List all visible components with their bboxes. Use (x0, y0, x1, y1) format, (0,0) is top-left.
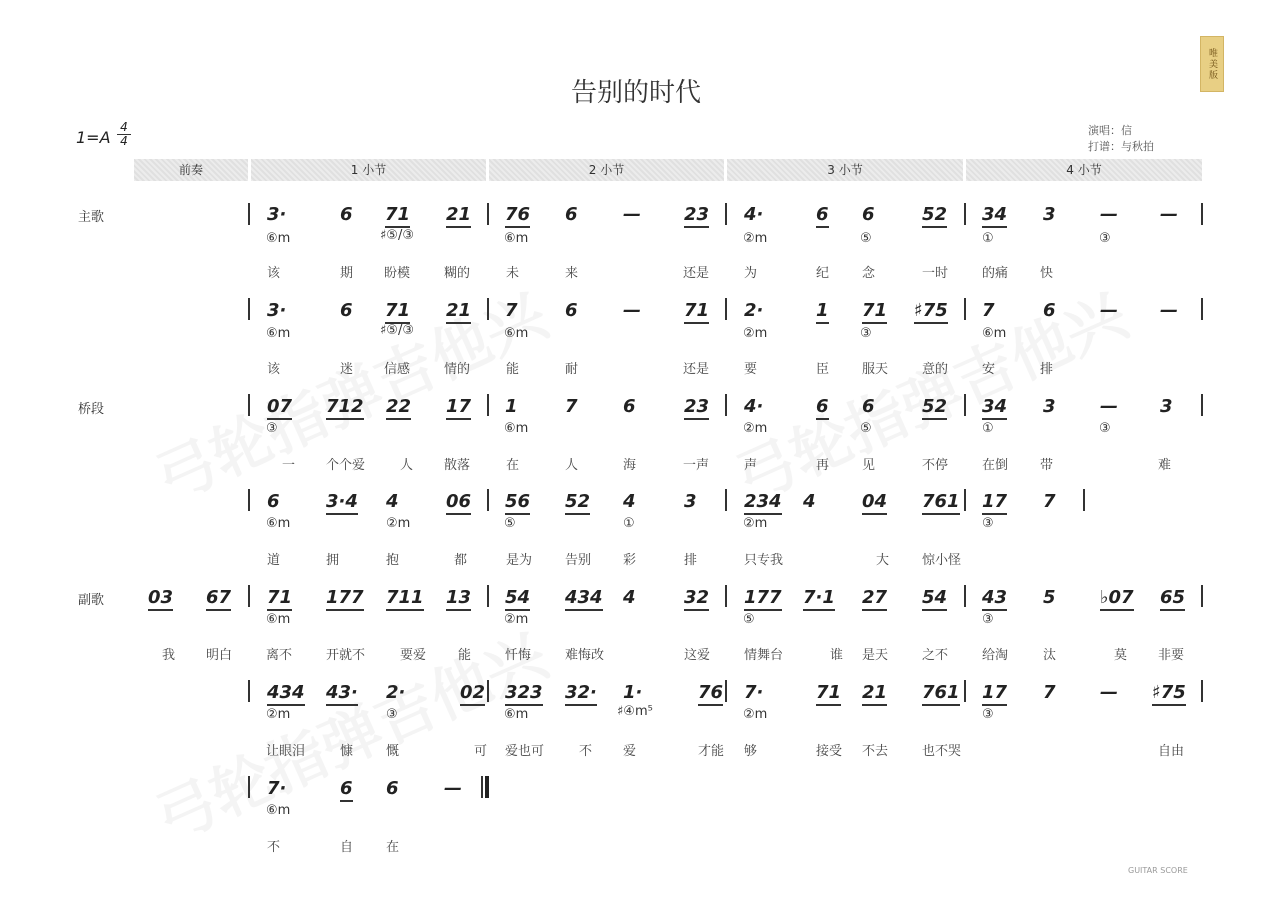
note: 177 (744, 587, 782, 611)
barline (725, 489, 727, 511)
note: 1 (505, 396, 518, 417)
note: 21 (446, 204, 471, 228)
chord: ♯④m⁵ (617, 704, 653, 719)
barline (487, 680, 489, 702)
barline (964, 585, 966, 607)
chord: ⑥m (266, 326, 291, 341)
lyric: 难 (1158, 458, 1172, 473)
lyric: 期 (340, 266, 354, 281)
note: 1 (816, 300, 829, 324)
lyric: 散落 (444, 458, 471, 473)
lyric: 海 (623, 458, 637, 473)
chord: ②m (743, 421, 768, 436)
note: 43· (326, 682, 358, 706)
note: 6 (565, 300, 578, 321)
barline (487, 394, 489, 416)
lyric: 排 (684, 553, 698, 568)
lyric: 给淘 (982, 648, 1009, 663)
barline (725, 585, 727, 607)
lyric: 耐 (565, 362, 579, 377)
chord: ③ (266, 421, 278, 436)
note: 7 (565, 396, 578, 417)
note: 761 (922, 682, 960, 706)
note: 76 (505, 204, 530, 228)
lyric: 排 (1040, 362, 1054, 377)
chord: ②m (743, 516, 768, 531)
chord: ⑥m (504, 707, 529, 722)
final-barline (485, 776, 489, 798)
note: 04 (862, 491, 887, 515)
note: 434 (267, 682, 305, 706)
note: 2· (386, 682, 406, 703)
note: 23 (684, 204, 709, 228)
note: 2· (744, 300, 764, 321)
barline (487, 489, 489, 511)
chord: ⑤ (860, 421, 872, 436)
note: 177 (326, 587, 364, 611)
note: 71 (862, 300, 887, 324)
barline (1201, 394, 1203, 416)
lyric: 够 (744, 744, 758, 759)
note: 54 (922, 587, 947, 611)
note: 6 (1043, 300, 1056, 321)
chord: ♯⑤/③ (380, 323, 414, 338)
chord: ⑥m (266, 803, 291, 818)
barline (1083, 489, 1085, 511)
lyric: 来 (565, 266, 579, 281)
section-verse: 主歌 (78, 210, 105, 225)
note: 27 (862, 587, 887, 611)
barline (1201, 585, 1203, 607)
note: — (1100, 682, 1118, 703)
lyric: 不 (579, 744, 593, 759)
lyric: 接受 (816, 744, 843, 759)
note: 7 (505, 300, 518, 321)
lyric: 还是 (683, 362, 710, 377)
arranger-credit: 打谱：与秋拍 (1088, 140, 1154, 153)
chord: ③ (1099, 421, 1111, 436)
note: 22 (386, 396, 411, 420)
lyric: 情的 (444, 362, 471, 377)
note: 7 (1043, 491, 1056, 512)
barline (964, 394, 966, 416)
barline (248, 585, 250, 607)
note: 4 (623, 587, 636, 608)
chord: ③ (982, 516, 994, 531)
barline (248, 203, 250, 225)
note: 7 (1043, 682, 1056, 703)
note: 6 (386, 778, 399, 799)
barline (487, 298, 489, 320)
lyric: 拥 (326, 553, 340, 568)
note: 32· (565, 682, 597, 706)
chord: ③ (982, 612, 994, 627)
header-bar-4: 4 小节 (966, 159, 1202, 181)
note: 71 (385, 300, 410, 324)
barline (248, 394, 250, 416)
lyric: 汰 (1043, 648, 1057, 663)
note: 6 (340, 778, 353, 802)
note: 4 (386, 491, 399, 512)
time-signature (117, 121, 131, 148)
chord: ⑥m (504, 231, 529, 246)
note: 21 (862, 682, 887, 706)
lyric: 再 (816, 458, 830, 473)
lyric: 也不哭 (922, 744, 962, 759)
lyric: 慨 (386, 744, 400, 759)
note: 6 (862, 204, 875, 225)
note: — (623, 300, 641, 321)
lyric: 道 (267, 553, 281, 568)
note: 6 (267, 491, 280, 512)
chord: ⑥m (504, 326, 529, 341)
lyric: 人 (565, 458, 579, 473)
note: 4· (744, 204, 764, 225)
version-badge: 唯美版 (1200, 36, 1224, 92)
note: 34 (982, 396, 1007, 420)
lyric: 爱 (623, 744, 637, 759)
chord: ⑤ (504, 516, 516, 531)
note: 52 (922, 396, 947, 420)
lyric: 安 (982, 362, 996, 377)
note: 6 (623, 396, 636, 417)
barline (964, 203, 966, 225)
chord: ① (623, 516, 635, 531)
lyric: 不去 (862, 744, 889, 759)
lyric: 慷 (340, 744, 354, 759)
header-intro: 前奏 (134, 159, 248, 181)
note: 52 (565, 491, 590, 515)
note: 323 (505, 682, 543, 706)
barline (725, 394, 727, 416)
note: 52 (922, 204, 947, 228)
chord: ②m (266, 707, 291, 722)
lyric: 的痛 (982, 266, 1009, 281)
barline (481, 776, 483, 798)
lyric: 忏悔 (505, 648, 532, 663)
note: 6 (816, 396, 829, 420)
note: 3 (684, 491, 697, 512)
lyric: 都 (454, 553, 468, 568)
lyric: 爱也可 (505, 744, 545, 759)
lyric: 人 (400, 458, 414, 473)
note: — (444, 778, 462, 799)
note: 6 (862, 396, 875, 417)
song-title: 告别的时代 (570, 78, 701, 108)
lyric: 情舞台 (744, 648, 784, 663)
note: 71 (684, 300, 709, 324)
singer-credit: 演唱：信 (1088, 124, 1132, 137)
note: 65 (1160, 587, 1185, 611)
lyric: 谁 (830, 648, 844, 663)
note: 06 (446, 491, 471, 515)
chord: ⑥m (504, 421, 529, 436)
chord: ②m (386, 516, 411, 531)
lyric: 抱 (386, 553, 400, 568)
note: 3· (267, 204, 287, 225)
chord: ②m (743, 231, 768, 246)
time-signature-bottom: 4 (120, 134, 128, 148)
pickup-note: 03 (148, 587, 173, 611)
note: 17 (982, 491, 1007, 515)
note: 07 (267, 396, 292, 420)
barline (964, 489, 966, 511)
lyric: 糊的 (444, 266, 471, 281)
note: 7· (744, 682, 764, 703)
lyric: 惊小怪 (922, 553, 962, 568)
chord: ③ (1099, 231, 1111, 246)
note: 7·1 (803, 587, 835, 611)
lyric: 不 (267, 840, 281, 855)
header-bar-1: 1 小节 (251, 159, 486, 181)
lyric: 一时 (922, 266, 949, 281)
lyric: 自由 (1158, 744, 1185, 759)
lyric: 我 (162, 648, 176, 663)
barline (725, 680, 727, 702)
lyric: 离不 (266, 648, 293, 663)
note: ♯75 (914, 300, 948, 324)
note: 17 (982, 682, 1007, 706)
note: 7 (982, 300, 995, 321)
chord: ⑥m (266, 231, 291, 246)
note: — (1100, 204, 1118, 225)
lyric: 在 (506, 458, 520, 473)
barline (1201, 680, 1203, 702)
note: 4 (803, 491, 816, 512)
barline (725, 298, 727, 320)
lyric: 明白 (206, 648, 233, 663)
lyric: 能 (506, 362, 520, 377)
note: 71 (816, 682, 841, 706)
note: 32 (684, 587, 709, 611)
lyric: 要 (744, 362, 758, 377)
note: 34 (982, 204, 1007, 228)
lyric: 声 (744, 458, 758, 473)
note: 56 (505, 491, 530, 515)
lyric: 见 (862, 458, 876, 473)
note: 5 (1043, 587, 1056, 608)
note: 3 (1043, 204, 1056, 225)
note: 712 (326, 396, 364, 420)
barline (248, 680, 250, 702)
lyric: 服天 (862, 362, 889, 377)
note: — (1100, 300, 1118, 321)
header-bar-2: 2 小节 (489, 159, 724, 181)
lyric: 信感 (384, 362, 411, 377)
barline (248, 489, 250, 511)
note: 71 (385, 204, 410, 228)
pickup-note: 67 (206, 587, 231, 611)
lyric: 盼模 (384, 266, 411, 281)
barline (487, 203, 489, 225)
note: 761 (922, 491, 960, 515)
lyric: 是为 (506, 553, 533, 568)
lyric: 要爱 (400, 648, 427, 663)
note: 3·4 (326, 491, 358, 515)
note: 3 (1043, 396, 1056, 417)
note: ♭07 (1100, 587, 1134, 611)
barline (248, 776, 250, 798)
note: 76 (698, 682, 723, 706)
note: 54 (505, 587, 530, 611)
note: 4· (744, 396, 764, 417)
lyric: 快 (1040, 266, 1054, 281)
chord: ⑥m (266, 612, 291, 627)
note: 711 (386, 587, 424, 611)
chord: ♯⑤/③ (380, 228, 414, 243)
lyric: 这爱 (684, 648, 711, 663)
chord: ②m (743, 707, 768, 722)
chord: ③ (982, 707, 994, 722)
key-signature: 1=A (76, 128, 111, 147)
lyric: 不停 (922, 458, 949, 473)
lyric: 为 (744, 266, 758, 281)
note: 234 (744, 491, 782, 515)
lyric: 一声 (683, 458, 710, 473)
note: 4 (623, 491, 636, 512)
note: — (1100, 396, 1118, 417)
lyric: 之不 (922, 648, 949, 663)
barline (1201, 298, 1203, 320)
lyric: 该 (267, 362, 281, 377)
lyric: 才能 (698, 744, 725, 759)
note: 23 (684, 396, 709, 420)
lyric: 自 (340, 840, 354, 855)
barline (725, 203, 727, 225)
section-chorus: 副歌 (78, 593, 105, 608)
chord: ① (982, 421, 994, 436)
lyric: 未 (506, 266, 520, 281)
section-bridge: 桥段 (78, 402, 105, 417)
note: 434 (565, 587, 603, 611)
lyric: 臣 (816, 362, 830, 377)
note: 6 (816, 204, 829, 228)
lyric: 还是 (683, 266, 710, 281)
note: 3· (267, 300, 287, 321)
note: — (1160, 204, 1178, 225)
note: 21 (446, 300, 471, 324)
lyric: 开就不 (326, 648, 366, 663)
lyric: 迷 (340, 362, 354, 377)
lyric: 在 (386, 840, 400, 855)
chord: ⑥m (982, 326, 1007, 341)
note: 71 (267, 587, 292, 611)
lyric: 彩 (623, 553, 637, 568)
lyric: 能 (458, 648, 472, 663)
barline (964, 680, 966, 702)
lyric: 非要 (1158, 648, 1185, 663)
note: 02 (460, 682, 485, 706)
note: 17 (446, 396, 471, 420)
lyric: 是天 (862, 648, 889, 663)
chord: ⑤ (743, 612, 755, 627)
barline (964, 298, 966, 320)
note: — (623, 204, 641, 225)
lyric: 念 (862, 266, 876, 281)
lyric: 可 (474, 744, 488, 759)
chord: ① (982, 231, 994, 246)
chord: ⑥m (266, 516, 291, 531)
lyric: 只专我 (744, 553, 784, 568)
lyric: 告别 (565, 553, 592, 568)
chord: ②m (504, 612, 529, 627)
lyric: 一 (282, 458, 296, 473)
footer-mark: GUITAR SCORE (1128, 866, 1188, 875)
note: 43 (982, 587, 1007, 611)
note: 6 (565, 204, 578, 225)
lyric: 带 (1040, 458, 1054, 473)
note: 6 (340, 204, 353, 225)
note: 1· (623, 682, 643, 703)
note: 13 (446, 587, 471, 611)
lyric: 大 (876, 553, 890, 568)
note: 6 (340, 300, 353, 321)
note: ♯75 (1152, 682, 1186, 706)
time-signature-top: 4 (117, 121, 131, 135)
barline (248, 298, 250, 320)
lyric: 个个爱 (326, 458, 366, 473)
lyric: 让眼泪 (266, 744, 306, 759)
lyric: 在倒 (982, 458, 1009, 473)
chord: ③ (386, 707, 398, 722)
lyric: 难悔改 (565, 648, 605, 663)
lyric: 该 (267, 266, 281, 281)
barline (1201, 203, 1203, 225)
lyric: 纪 (816, 266, 830, 281)
chord: ②m (743, 326, 768, 341)
note: 3 (1160, 396, 1173, 417)
chord: ③ (860, 326, 872, 341)
chord: ⑤ (860, 231, 872, 246)
lyric: 意的 (922, 362, 949, 377)
barline (487, 585, 489, 607)
header-bar-3: 3 小节 (727, 159, 963, 181)
note: 7· (267, 778, 287, 799)
note: — (1160, 300, 1178, 321)
lyric: 莫 (1114, 648, 1128, 663)
